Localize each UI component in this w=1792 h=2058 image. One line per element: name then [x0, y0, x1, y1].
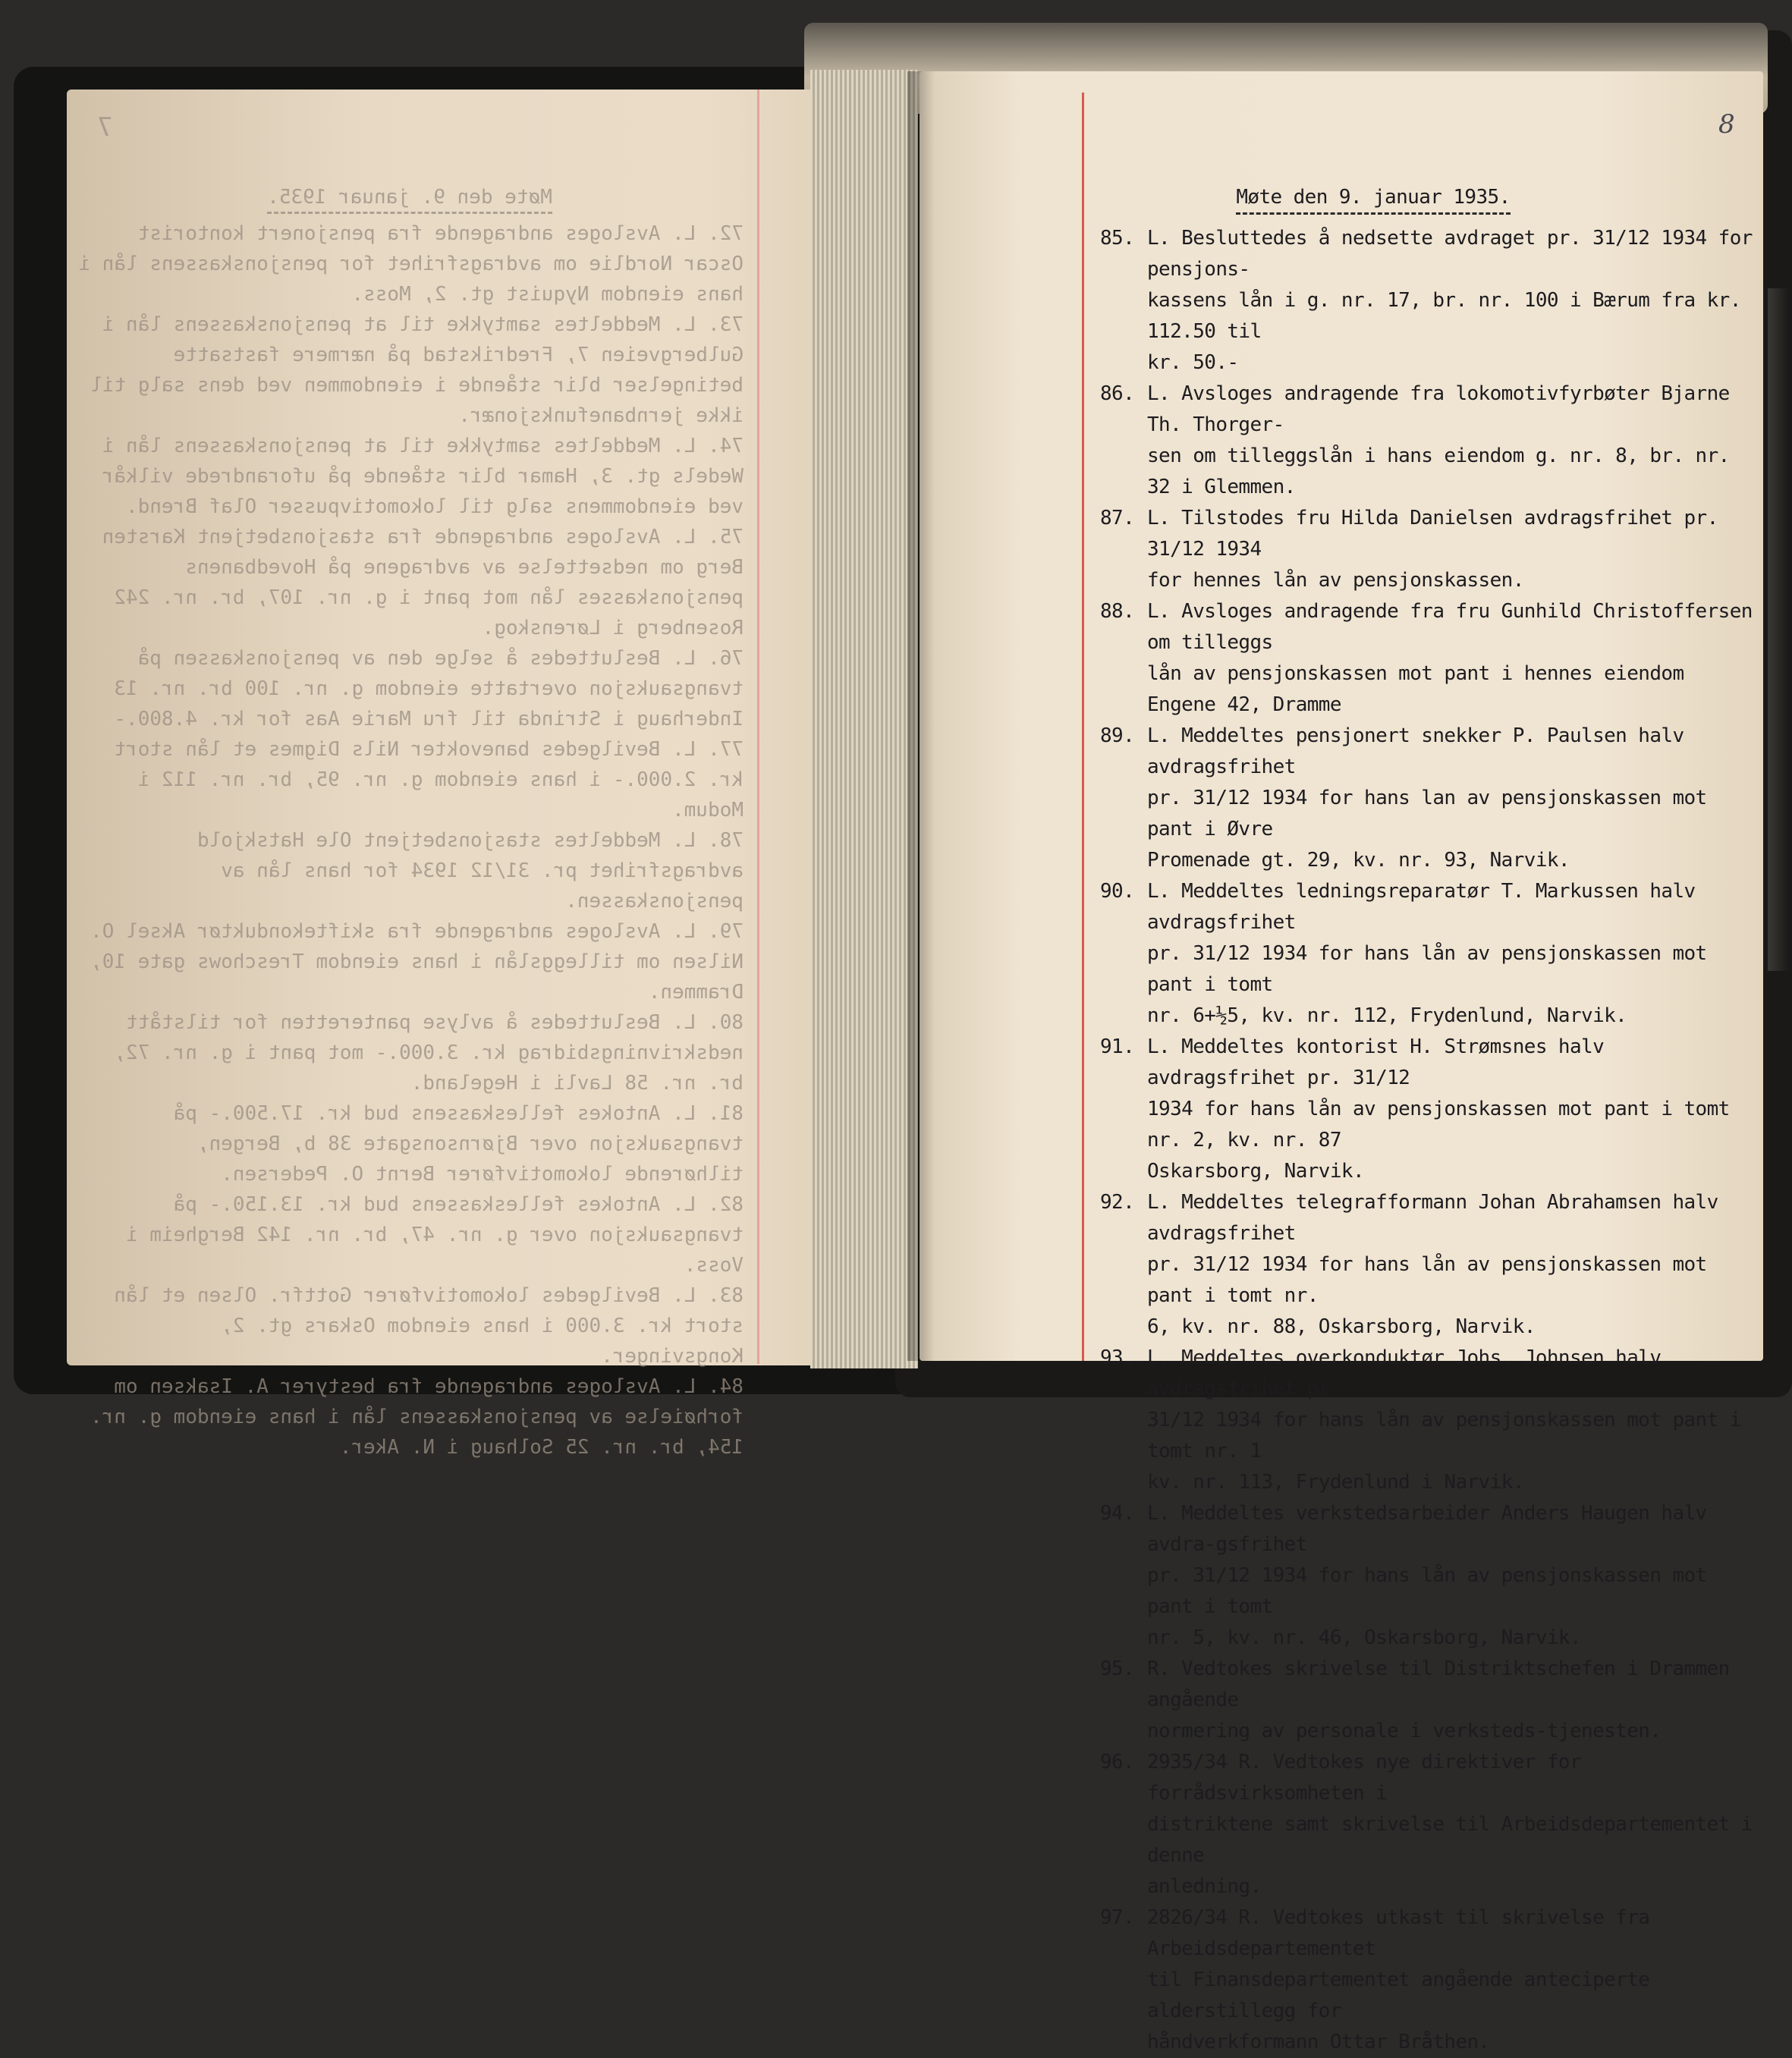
entry-line: pr. 31/12 1934 for hans lån av pensjonskassen mot pant i tomt	[1147, 942, 1707, 996]
entry-line: L. Meddeltes pensjonert snekker P. Paulsen halv avdragsfrihet	[1147, 724, 1684, 778]
entry-line: pr. 31/12 1934 for hans lan av pensjonskassen mot pant i Øvre	[1147, 787, 1707, 840]
entry-line: L. Meddeltes kontorist H. Strømsnes halv avdragsfrihet pr. 31/12	[1147, 1035, 1605, 1089]
left-paragraph: 81. L. Antokes felleskassens bud kr. 17.500.- på tvangsauksjon over Bjørnsonsgate 38 b, Bergen, tilhørende lokomotivfører Bernt O. Pedersen.	[173, 1102, 744, 1186]
entry-line: anledning.	[1147, 1875, 1262, 1898]
entry-number: 88.	[1100, 600, 1135, 623]
left-page-heading: Møte den 9. januar 1935.	[76, 182, 744, 212]
entry-line: sen om tilleggslån i hans eiendom g. nr. 8, br. nr. 32 i Glemmen.	[1147, 445, 1730, 498]
left-paragraph: 72. L. Avsloges andragende fra pensjonert kontorist Oscar Nordlie om avdragsfrihet for pensjonskassens lån i hans eiendom Nyquist gt. 2, Moss.	[78, 222, 744, 306]
entry-line: Promenade gt. 29, kv. nr. 93, Narvik.	[1147, 849, 1570, 872]
minutes-entry	[1100, 1747, 1760, 1902]
entry-line: håndverkformann Ottar Bråthen.	[1147, 2031, 1490, 2053]
minutes-entry	[1100, 1032, 1760, 1187]
entry-line: L. Meddeltes verkstedsarbeider Anders Haugen halv avdra-gsfrihet	[1147, 1502, 1707, 1556]
entry-number: 96.	[1100, 1751, 1135, 1774]
minutes-entry	[1100, 876, 1760, 1032]
minutes-entry	[1100, 1187, 1760, 1343]
right-margin-rule	[1082, 93, 1084, 1361]
left-page-text	[76, 182, 744, 1459]
entry-line: L. Avsloges andragende fra lokomotivfyrbøter Bjarne Th. Thorger-	[1147, 382, 1730, 436]
entry-number: 87.	[1100, 507, 1135, 529]
entry-line: Oskarsborg, Narvik.	[1147, 1160, 1365, 1183]
left-paragraph: 83. L. Bevilgedes lokomotivfører Gottfr. Olsen et lån stort kr. 3.000 i hans eiendom Oskars gt. 2, Kongsvinger.	[114, 1284, 744, 1368]
entry-number: 93.	[1100, 1346, 1135, 1369]
entry-line: pr. 31/12 1934 for hans lån av pensjonskassen mot pant i tomt nr.	[1147, 1253, 1707, 1307]
right-page-number: 8	[1718, 109, 1735, 140]
entry-line: nr. 5, kv. nr. 46, Oskarsborg, Narvik.	[1147, 1626, 1582, 1649]
left-page-number: 7	[97, 112, 113, 143]
left-paragraph: 75. L. Avsloges andragende fra stasjonsbetjent Karsten Berg om nedsettelse av avdragene på Hovedbanens pensjonskasses lån mot pant i g. nr. 107, br. nr. 242 Rosenberg i Lørenskog.	[102, 526, 744, 639]
entry-line: kassens lån i g. nr. 17, br. nr. 100 i Bærum fra kr. 112.50 til	[1147, 289, 1741, 343]
entry-line: pr. 31/12 1934 for hans lån av pensjonskassen mot pant i tomt	[1147, 1564, 1707, 1618]
left-paragraph: 77. L. Bevilgedes banevokter Nils Digmes et lån stort kr. 2.000.- i hans eiendom g. nr. 95, br. nr. 112 i Modum.	[114, 738, 744, 822]
entry-line: R. Vedtokes skrivelse til Distriktschefen i Drammen angående	[1147, 1657, 1730, 1711]
entry-number: 94.	[1100, 1502, 1135, 1525]
left-paragraph: 73. L. Meddeltes samtykke til at pensjonskassens lån i Gulbergveien 7, Fredrikstad på nærmere fastsatte betingelser blir stående i eiendommen ved dens salg til ikke jernbanefunksjonær.	[90, 313, 744, 427]
entry-line: L. Besluttedes å nedsette avdraget pr. 31/12 1934 for pensjons-	[1147, 227, 1753, 281]
entry-line: kr. 50.-	[1147, 351, 1239, 374]
left-paragraph: 84. L. Avsloges andragende fra bestyrer A. Isaksen om forhøielse av pensjonskassens lån i hans eiendom g. nr. 154, br. nr. 25 Solhaug i N. Aker.	[90, 1375, 744, 1459]
entry-line: for hennes lån av pensjonskassen.	[1147, 569, 1524, 592]
entry-number: 97.	[1100, 1906, 1135, 1929]
minutes-entry	[1100, 503, 1760, 596]
left-paragraph: 82. L. Antokes felleskassens bud kr. 13.150.- på tvangsauksjon over g. nr. 47, br. nr. 142 Bergheim i Voss.	[126, 1193, 744, 1277]
entry-line: nr. 6+½5, kv. nr. 112, Frydenlund, Narvik.	[1147, 1004, 1627, 1027]
right-page-text	[1100, 182, 1760, 2058]
entry-line: 2826/34 R. Vedtokes utkast til skrivelse fra Arbeidsdepartementet	[1147, 1906, 1650, 1960]
right-page-heading: Møte den 9. januar 1935.	[1108, 182, 1760, 213]
entry-number: 85.	[1100, 227, 1135, 250]
entry-line: distriktene samt skrivelse til Arbeidsdepartementet i denne	[1147, 1813, 1753, 1867]
minutes-entry	[1100, 1654, 1760, 1747]
book-edge-shadow	[1768, 288, 1789, 971]
left-margin-rule	[757, 90, 759, 1364]
entry-line: til Finansdepartementet angående anteciperte alderstillegg for	[1147, 1968, 1650, 2022]
entry-line: L. Avsloges andragende fra fru Gunhild Christoffersen om tilleggs	[1147, 600, 1753, 654]
entry-line: 2935/34 R. Vedtokes nye direktiver for forrådsvirksomheten i	[1147, 1751, 1582, 1805]
entry-line: L. Meddeltes ledningsreparatør T. Markussen halv avdragsfrihet	[1147, 880, 1696, 934]
minutes-entry	[1100, 721, 1760, 876]
minutes-entry-list	[1100, 223, 1760, 2058]
entry-number: 86.	[1100, 382, 1135, 405]
entry-number: 92.	[1100, 1191, 1135, 1214]
minutes-entry	[1100, 1343, 1760, 1498]
entry-number: 91.	[1100, 1035, 1135, 1058]
minutes-entry	[1100, 596, 1760, 721]
entry-line: 31/12 1934 for hans lån av pensjonskassen mot pant i tomt nr. 1	[1147, 1409, 1741, 1463]
entry-line: 6, kv. nr. 88, Oskarsborg, Narvik.	[1147, 1315, 1536, 1338]
entry-line: normering av personale i verksteds-tjenesten.	[1147, 1720, 1662, 1742]
left-paragraph: 74. L. Meddeltes samtykke til at pensjonskassens lån i Wedels gt. 3, Hamar blir stående på uforandrede vilkår ved eiendommens salg til lokomotivpusser Olaf Brend.	[102, 435, 744, 518]
minutes-entry	[1100, 223, 1760, 379]
left-paragraph: 80. L. Besluttedes å avlyse panteretten for tilstått nedskrivningsbidrag kr. 3.000.- mot pant i g. nr. 72, br. nr. 58 Lavli i Hegeland.	[114, 1011, 744, 1095]
gutter-shadow	[907, 71, 935, 1361]
entry-line: lån av pensjonskassen mot pant i hennes eiendom Engene 42, Dramme	[1147, 662, 1684, 716]
minutes-entry	[1100, 379, 1760, 503]
entry-line: kv. nr. 113, Frydenlund i Narvik.	[1147, 1471, 1524, 1494]
entry-line: L. Meddeltes overkonduktør Johs. Johnsen halv avdragsfrihet pr.	[1147, 1346, 1662, 1400]
minutes-entry	[1100, 1498, 1760, 1654]
entry-line: L. Meddeltes telegrafformann Johan Abrahamsen halv avdragsfrihet	[1147, 1191, 1718, 1245]
binding-strip	[810, 70, 918, 1368]
left-paragraph: 79. L. Avsloges andragende fra skiftekonduktør Aksel O. Nilsen om tilleggslån i hans eiendom Treschows gate 10, Drammen.	[90, 920, 744, 1004]
left-paragraph: 76. L. Besluttedes å selge den av pensjonskassen på tvangsauksjon overtatte eiendom g. nr. 100 br. nr. 13 Inderhaug i Strinda til fru Marie Aas for kr. 4.800.-	[114, 647, 744, 731]
entry-line: 1934 for hans lån av pensjonskassen mot pant i tomt nr. 2, kv. nr. 87	[1147, 1098, 1730, 1152]
minutes-entry	[1100, 1902, 1760, 2058]
left-paragraph: 78. L. Meddeltes stasjonsbetjent Ole Hatskjold avdragsfrihet pr. 31/12 1934 for hans lån av pensjonskassen.	[196, 829, 744, 913]
entry-number: 90.	[1100, 880, 1135, 903]
entry-line: L. Tilstodes fru Hilda Danielsen avdragsfrihet pr. 31/12 1934	[1147, 507, 1718, 561]
entry-number: 95.	[1100, 1657, 1135, 1680]
entry-number: 89.	[1100, 724, 1135, 747]
left-paragraph-list	[76, 218, 744, 1463]
